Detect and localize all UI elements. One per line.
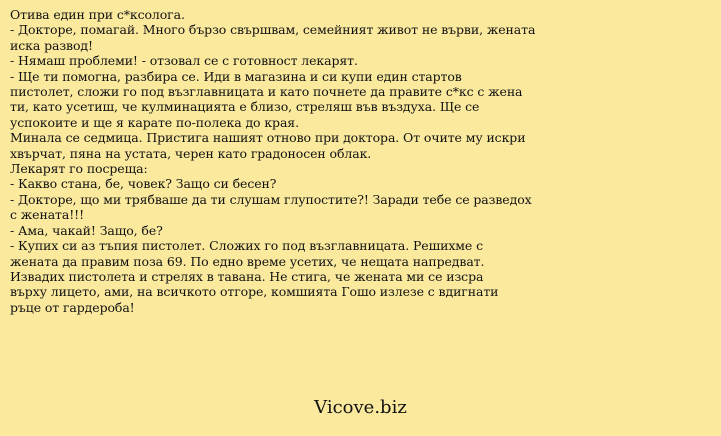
joke-line: - Докторе, помагай. Много бързо свършвам, семейният живот не върви, жената bbox=[10, 22, 536, 38]
joke-text bbox=[10, 7, 710, 315]
site-watermark: Vicove.biz bbox=[314, 397, 407, 418]
joke-line: Извадих пистолета и стрелях в тавана. Не стига, че жената ми се изсра bbox=[10, 268, 484, 284]
joke-line: хвърчат, пяна на устата, черен като градоносен облак. bbox=[10, 145, 372, 161]
joke-line: - Купих си аз тъпия пистолет. Сложих го под възглавницата. Решихме с bbox=[10, 238, 483, 254]
joke-line: Минала се седмица. Пристига нашият отново при доктора. От очите му искри bbox=[10, 130, 526, 146]
joke-line: жената да правим поза 69. По едно време усетих, че нещата напредват. bbox=[10, 253, 485, 269]
joke-line: пистолет, сложи го под възглавницата и като почнете да правите с*кс с жена bbox=[10, 84, 523, 100]
joke-line: ти, като усетиш, че кулминацията е близо, стреляш във въздуха. Ще се bbox=[10, 99, 480, 115]
joke-line: с жената!!! bbox=[10, 207, 84, 223]
joke-line: - Ще ти помогна, разбира се. Иди в магазина и си купи един стартов bbox=[10, 68, 462, 84]
joke-line: Лекарят го посреща: bbox=[10, 161, 148, 177]
joke-line: - Нямаш проблеми! - отзовал се с готовност лекарят. bbox=[10, 53, 358, 69]
joke-line: Отива един при с*ксолога. bbox=[10, 7, 185, 22]
joke-line: - Ама, чакай! Защо, бе? bbox=[10, 222, 163, 238]
joke-line: иска развод! bbox=[10, 37, 93, 53]
joke-line: - Какво стана, бе, човек? Защо си бесен? bbox=[10, 176, 277, 192]
joke-line: върху лицето, ами, на всичкото отгоре, комшията Гошо излезе с вдигнати bbox=[10, 284, 499, 300]
joke-line: - Докторе, що ми трябваше да ти слушам глупостите?! Заради тебе се разведох bbox=[10, 191, 532, 207]
joke-line: успокоите и ще я карате по-полека до края. bbox=[10, 114, 299, 130]
joke-line: ръце от гардероба! bbox=[10, 299, 135, 315]
